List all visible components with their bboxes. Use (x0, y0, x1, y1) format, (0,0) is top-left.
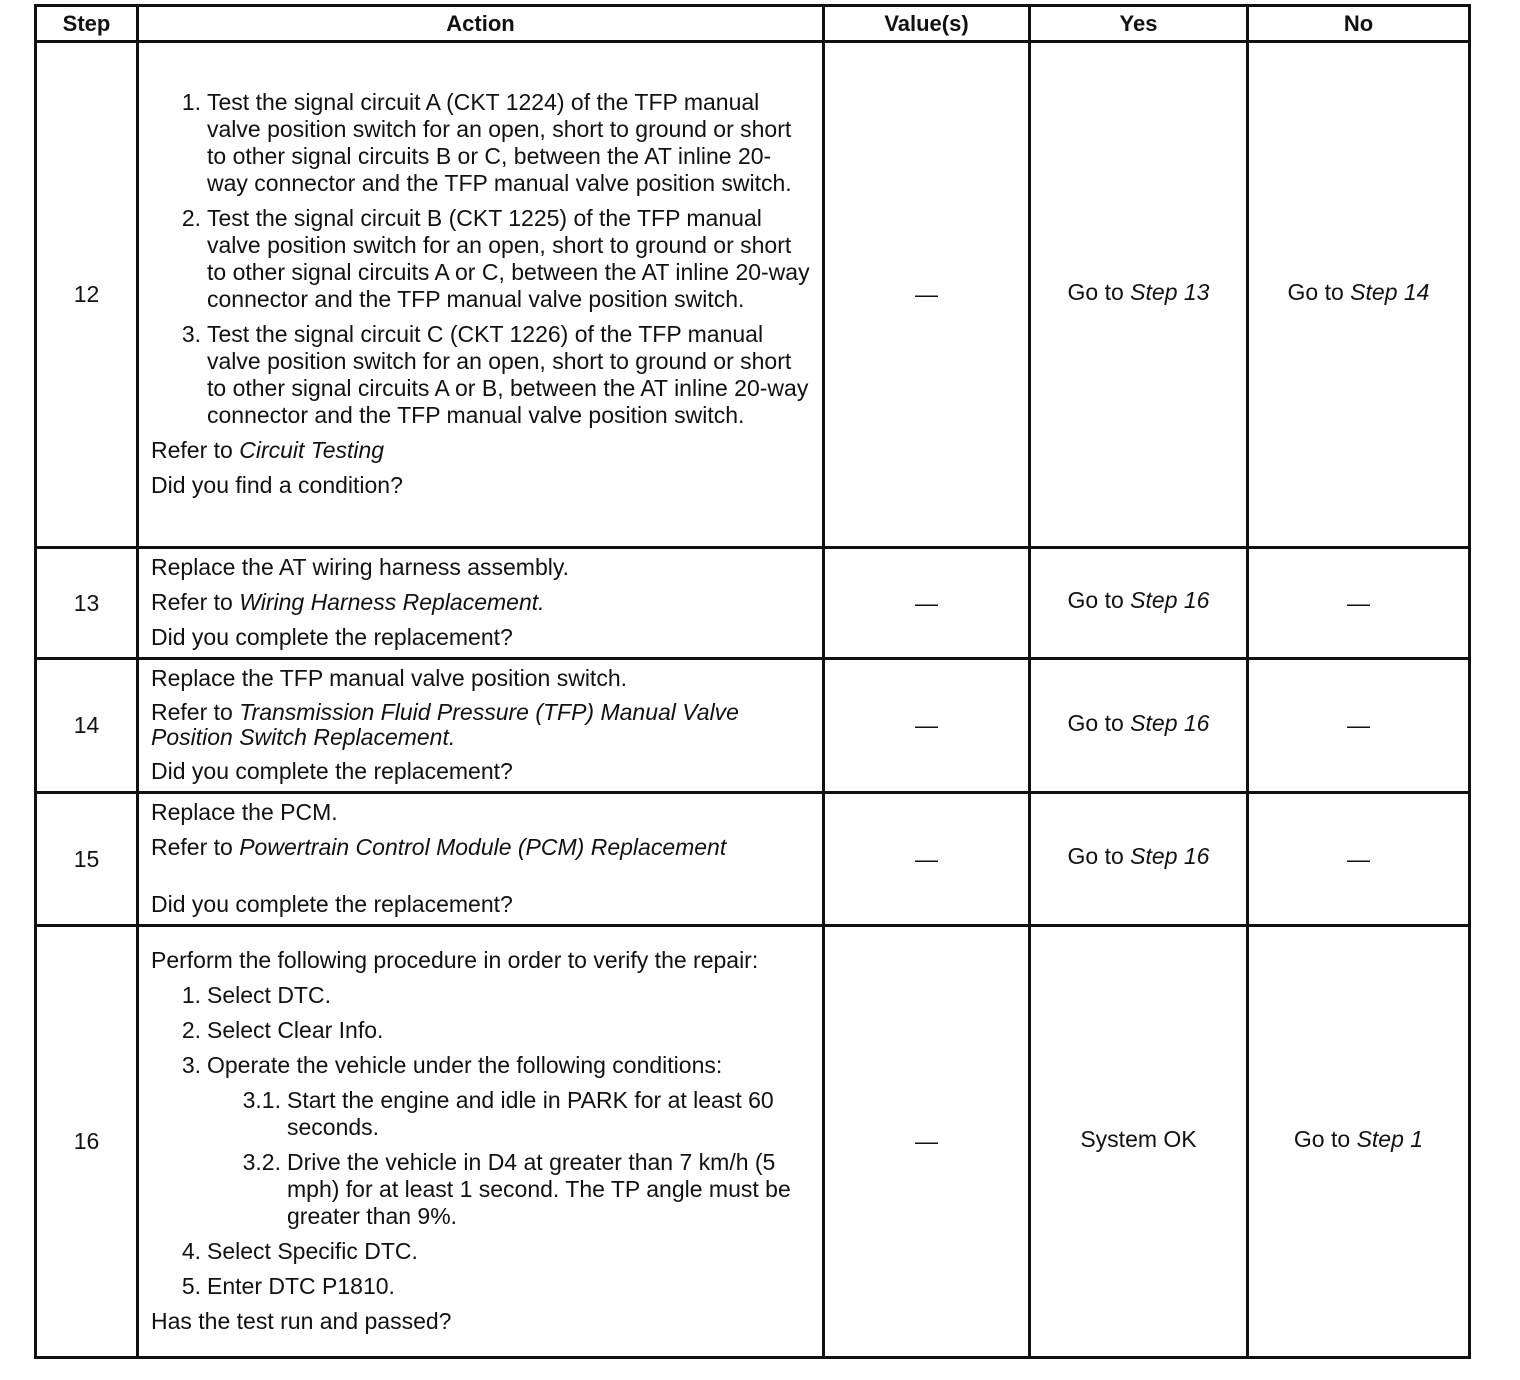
list-item: 3. Operate the vehicle under the following conditions: 3.1. Start the engine and idle in PARK for at least 60 seconds. 3.2. Drive the vehicle in D4 at greater than 7 km/h (5 mph) for at least 1 second. The TP angle must be greater than 9%. (151, 1052, 812, 1230)
spacer (151, 869, 812, 891)
header-no: No (1248, 6, 1470, 42)
step-number: 12 (36, 42, 138, 548)
question: Did you complete the replacement? (151, 891, 513, 917)
yes-cell: Go to Step 16 (1030, 659, 1248, 793)
yes-cell: Go to Step 16 (1030, 548, 1248, 659)
instruction: Replace the TFP manual valve position switch. (151, 665, 628, 691)
question: Did you find a condition? (151, 472, 403, 498)
instruction: Replace the PCM. (151, 799, 338, 825)
list-item: 2. Test the signal circuit B (CKT 1225) of the TFP manual valve position switch for an open, short to ground or short to other signal circuits A or C, between the AT inline 20-way connector and the TFP manual valve position switch. (181, 205, 810, 312)
value-cell: — (824, 659, 1030, 793)
header-step: Step (36, 6, 138, 42)
refer-link[interactable]: Circuit Testing (239, 437, 385, 463)
list-item: 5. Enter DTC P1810. (181, 1273, 395, 1299)
refer-link[interactable]: Transmission Fluid Pressure (TFP) Manual Valve Position Switch Replacement. (151, 699, 739, 750)
header-row (36, 6, 1470, 42)
yes-cell: System OK (1030, 926, 1248, 1358)
no-cell: — (1248, 659, 1470, 793)
refer-link[interactable]: Powertrain Control Module (PCM) Replacement (239, 834, 727, 860)
header-values: Value(s) (824, 6, 1030, 42)
table-row-step-16 (36, 926, 1470, 1358)
sub-list (207, 1087, 812, 1230)
refer-line: Refer to Transmission Fluid Pressure (TFP) Manual Valve Position Switch Replacement. (151, 699, 739, 750)
question: Did you complete the replacement? (151, 624, 513, 650)
action-list (151, 982, 812, 1300)
yes-step-link[interactable]: Step 13 (1130, 278, 1210, 305)
table-row-step-15 (36, 793, 1470, 926)
refer-line: Refer to Circuit Testing (151, 437, 385, 463)
question: Has the test run and passed? (151, 1308, 452, 1334)
no-cell: — (1248, 793, 1470, 926)
value-cell: — (824, 793, 1030, 926)
intro: Perform the following procedure in order to verify the repair: (151, 947, 759, 973)
action-cell (138, 793, 824, 926)
question: Did you complete the replacement? (151, 758, 513, 784)
refer-line: Refer to Powertrain Control Module (PCM) Replacement (151, 834, 727, 860)
value-cell: — (824, 926, 1030, 1358)
yes-step-link[interactable]: Step 16 (1130, 709, 1210, 736)
yes-step-link[interactable]: Step 16 (1130, 587, 1210, 613)
instruction: Replace the AT wiring harness assembly. (151, 554, 570, 580)
value-cell: — (824, 548, 1030, 659)
yes-cell: Go to Step 13 (1030, 42, 1248, 548)
value-cell: — (824, 42, 1030, 548)
no-cell: Go to Step 14 (1248, 42, 1470, 548)
refer-line: Refer to Wiring Harness Replacement. (151, 589, 545, 615)
header-action: Action (138, 6, 824, 42)
diagnostic-table (34, 4, 1471, 1359)
list-item: 4. Select Specific DTC. (181, 1238, 418, 1264)
table-row-step-13 (36, 548, 1470, 659)
list-item: 1. Select DTC. (181, 982, 331, 1008)
sub-list-item: 3.1. Start the engine and idle in PARK for at least 60 seconds. (242, 1087, 774, 1140)
table-row-step-12 (36, 42, 1470, 548)
step-number: 15 (36, 793, 138, 926)
no-step-link[interactable]: Step 1 (1356, 1125, 1424, 1152)
action-cell (138, 926, 824, 1358)
step-number: 16 (36, 926, 138, 1358)
list-item: 3. Test the signal circuit C (CKT 1226) of the TFP manual valve position switch for an open, short to ground or short to other signal circuits A or B, between the AT inline 20-way connector and the TFP manual valve position switch. (181, 321, 809, 428)
yes-cell: Go to Step 16 (1030, 793, 1248, 926)
table-row-step-14 (36, 659, 1470, 793)
action-list (151, 89, 812, 429)
list-item: 2. Select Clear Info. (181, 1017, 384, 1043)
no-step-link[interactable]: Step 14 (1350, 278, 1430, 305)
action-cell (138, 548, 824, 659)
list-item: 1. Test the signal circuit A (CKT 1224) of the TFP manual valve position switch for an open, short to ground or short to other signal circuits B or C, between the AT inline 20-way connector and the TFP manual valve position switch. (181, 89, 792, 196)
header-yes: Yes (1030, 6, 1248, 42)
action-cell (138, 42, 824, 548)
no-cell: — (1248, 548, 1470, 659)
yes-step-link[interactable]: Step 16 (1130, 843, 1210, 869)
step-number: 14 (36, 659, 138, 793)
step-number: 13 (36, 548, 138, 659)
sub-list-item: 3.2. Drive the vehicle in D4 at greater than 7 km/h (5 mph) for at least 1 second. The TP angle must be greater than 9%. (242, 1149, 791, 1229)
action-cell (138, 659, 824, 793)
no-cell: Go to Step 1 (1248, 926, 1470, 1358)
refer-link[interactable]: Wiring Harness Replacement. (239, 589, 545, 615)
